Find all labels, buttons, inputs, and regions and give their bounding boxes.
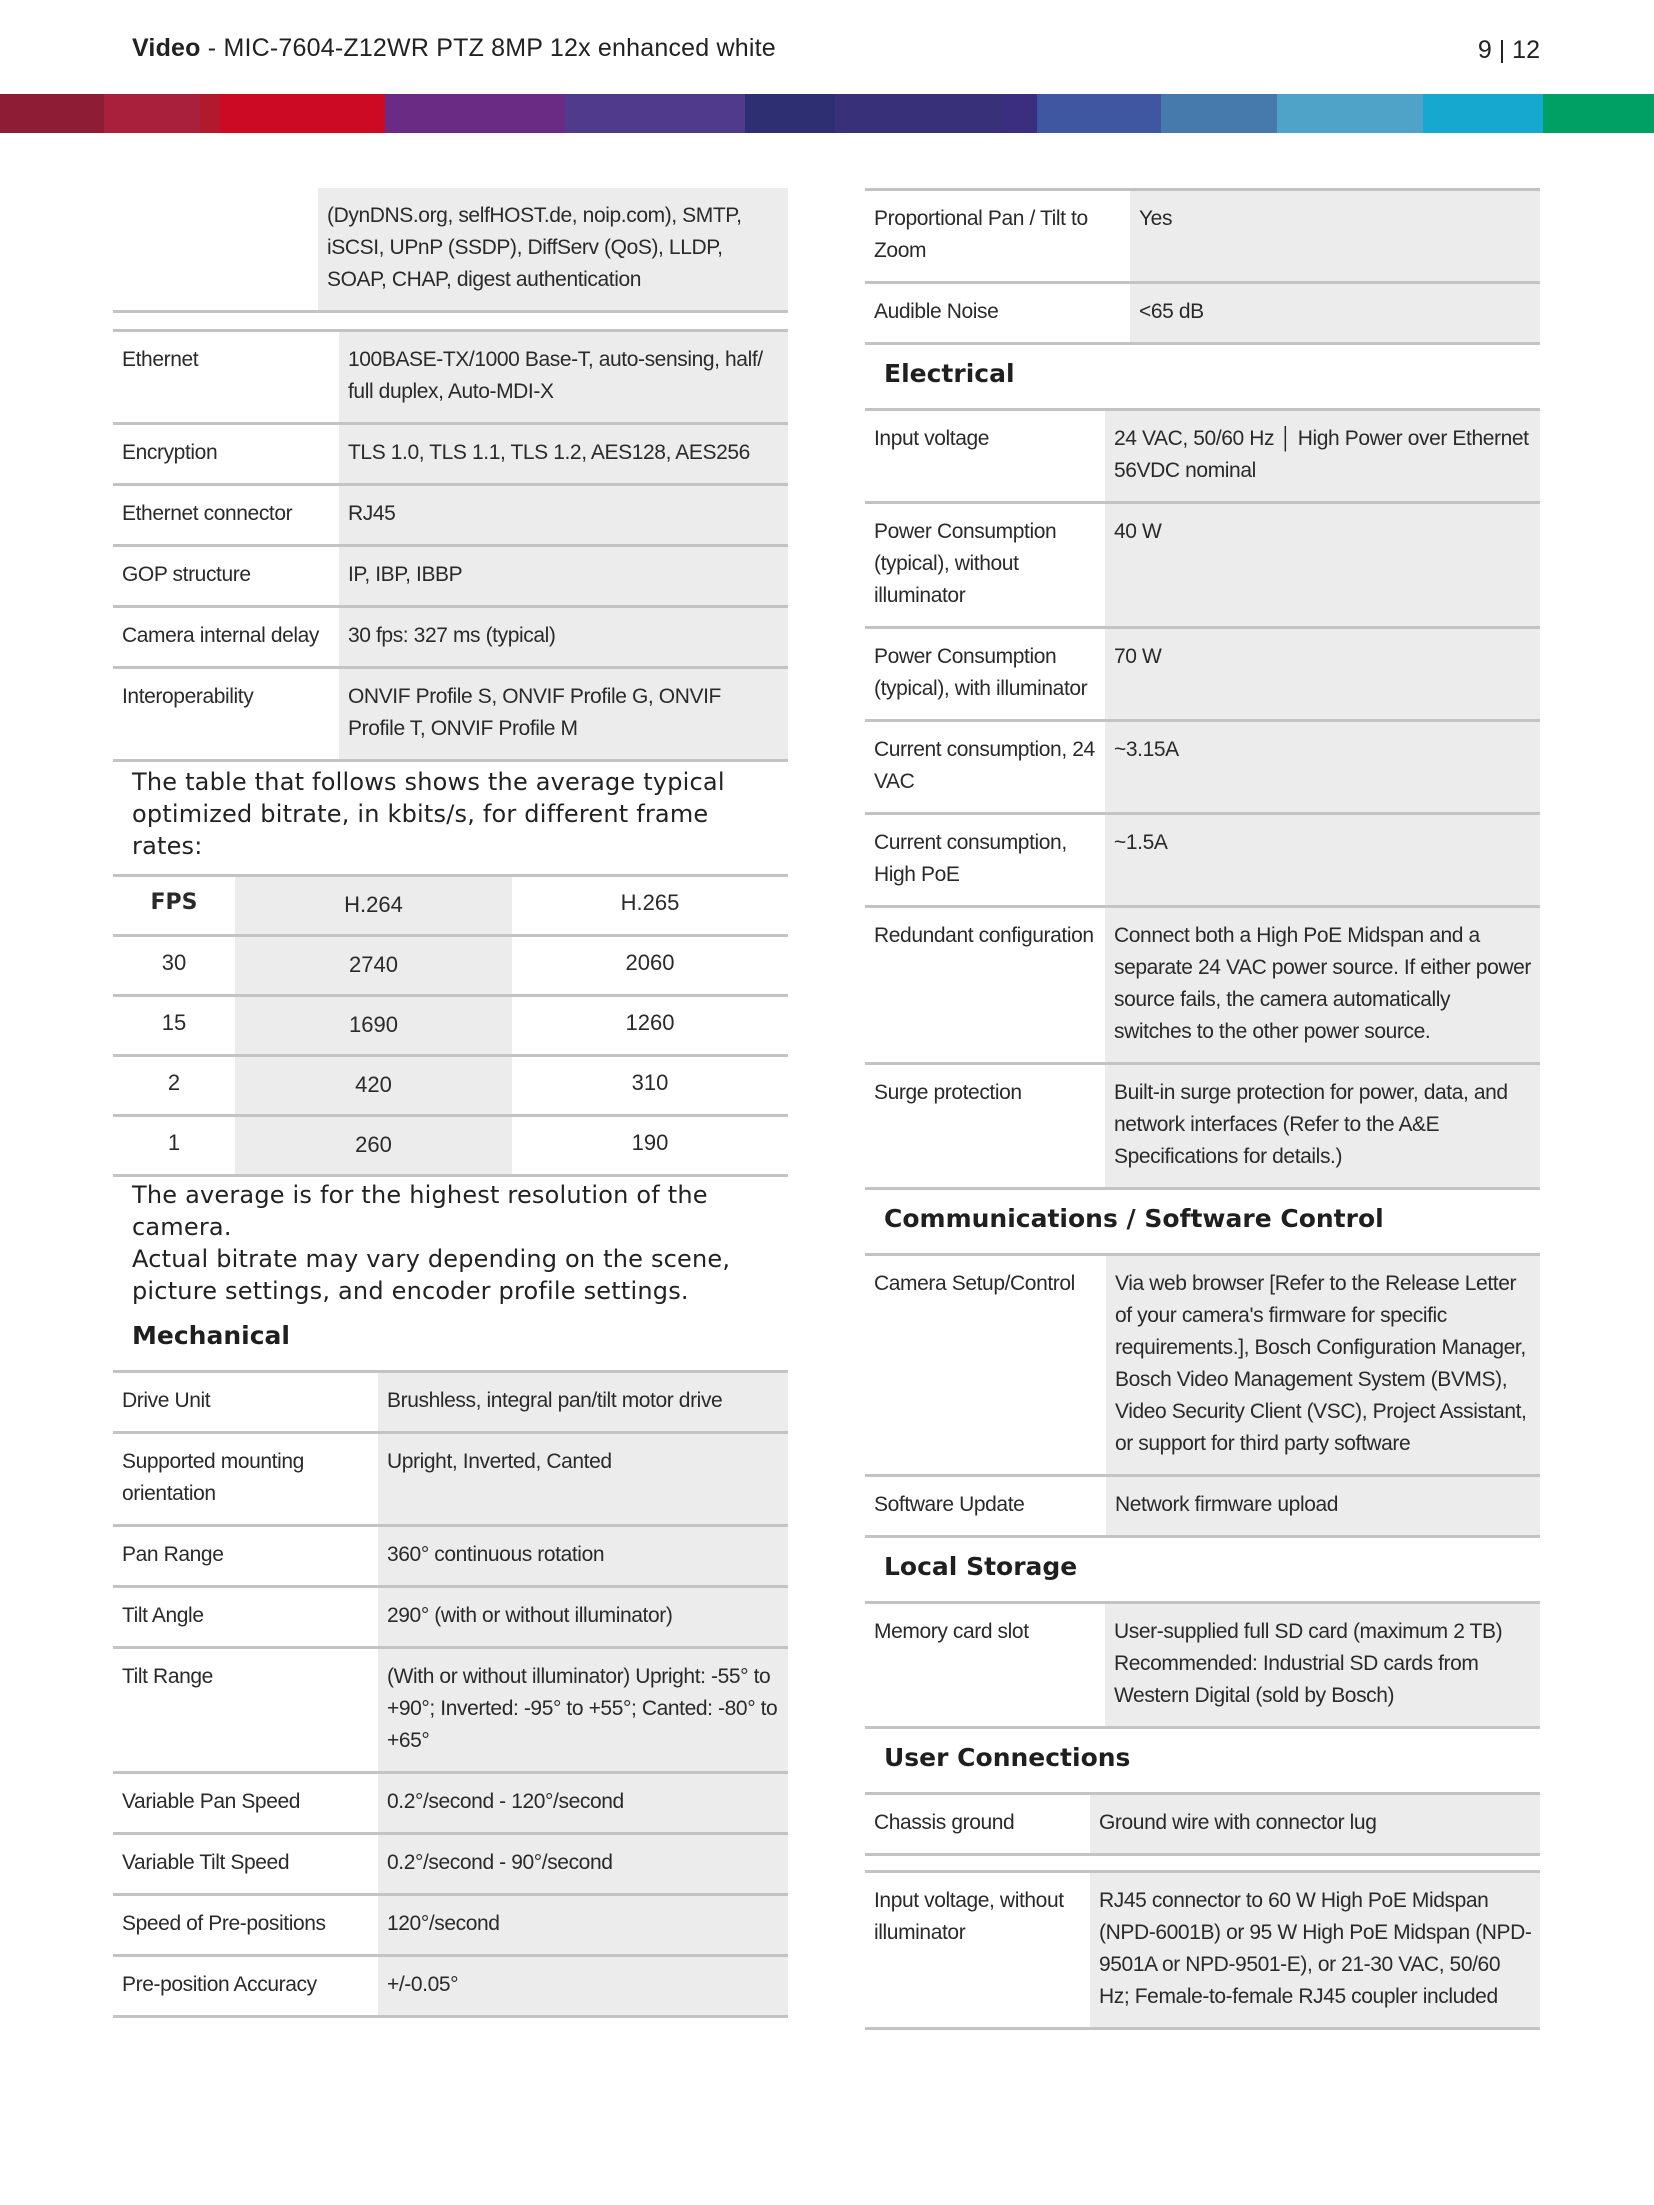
spec-value: ~3.15A — [1105, 721, 1540, 814]
spec-label: Pre-position Accuracy — [122, 1973, 317, 1996]
band-segment — [1277, 94, 1423, 133]
spec-value: RJ45 — [339, 485, 788, 546]
spec-value: Brushless, integral pan/tilt motor drive — [378, 1372, 788, 1433]
spec-label: Drive Unit — [122, 1389, 211, 1412]
table-row — [865, 1064, 1540, 1189]
table-row — [865, 721, 1540, 814]
spec-value: 0.2°/second - 120°/second — [378, 1773, 788, 1834]
spec-label: Encryption — [122, 441, 218, 464]
section-title-electrical: Electrical — [884, 359, 1015, 388]
spec-value: Network firmware upload — [1106, 1476, 1540, 1537]
network-continuation-table — [113, 188, 788, 313]
section-title-local-storage: Local Storage — [884, 1552, 1078, 1581]
bitrate-intro: The table that follows shows the average typical optimized bitrate, in kbits/s, for different frame rates: — [132, 768, 725, 860]
spec-label: Software Update — [874, 1493, 1025, 1516]
band-segment — [745, 94, 835, 133]
bitrate-table — [113, 874, 788, 1177]
header-product: MIC-7604-Z12WR PTZ 8MP 12x enhanced white — [223, 34, 776, 62]
network-spec-table — [113, 329, 788, 762]
spec-value: (DynDNS.org, selfHOST.de, noip.com), SMTP, iSCSI, UPnP (SSDP), DiffServ (QoS), LLDP, SOAP, CHAP, digest authentication — [318, 188, 788, 312]
spec-label: Variable Tilt Speed — [122, 1851, 290, 1874]
spec-label: Power Consumption (typical), without illuminator — [874, 520, 1057, 607]
storage-spec-table — [865, 1601, 1540, 1729]
spec-value: (With or without illuminator) Upright: -55° to +90°; Inverted: -95° to +55°; Canted: -80° to +65° — [378, 1648, 788, 1773]
table-row — [113, 1834, 788, 1895]
table-row — [113, 1587, 788, 1648]
bitrate-cell-h264: 260 — [235, 1116, 512, 1176]
table-row — [113, 1526, 788, 1587]
header-separator: - — [200, 34, 224, 62]
communications-spec-table — [865, 1253, 1540, 1538]
spec-value: 120°/second — [378, 1895, 788, 1956]
page-number: 9 | 12 — [1477, 36, 1540, 64]
spec-label: Pan Range — [122, 1543, 224, 1566]
table-row — [865, 628, 1540, 721]
band-segment — [385, 94, 565, 133]
spec-label: Speed of Pre-positions — [122, 1912, 326, 1935]
bitrate-header-row — [113, 876, 788, 936]
bitrate-cell-h265: 190 — [631, 1129, 669, 1155]
table-row — [113, 485, 788, 546]
table-row — [113, 424, 788, 485]
table-row — [113, 1648, 788, 1773]
spec-label: Audible Noise — [874, 300, 999, 323]
section-title-communications: Communications / Software Control — [884, 1204, 1384, 1233]
spec-value: 0.2°/second - 90°/second — [378, 1834, 788, 1895]
spec-value: TLS 1.0, TLS 1.1, TLS 1.2, AES128, AES256 — [339, 424, 788, 485]
spec-value: ONVIF Profile S, ONVIF Profile G, ONVIF Profile T, ONVIF Profile M — [339, 668, 788, 761]
table-row — [865, 503, 1540, 628]
bitrate-header-h265: H.265 — [620, 889, 680, 915]
spec-label: Input voltage — [874, 427, 990, 450]
table-row — [113, 607, 788, 668]
spec-label: Tilt Angle — [122, 1604, 204, 1627]
table-row — [865, 1794, 1540, 1855]
bitrate-note-1: The average is for the highest resolution of the camera. — [132, 1181, 708, 1241]
bitrate-row — [113, 996, 788, 1056]
spec-label: Proportional Pan / Tilt to Zoom — [874, 207, 1088, 262]
table-row — [113, 1372, 788, 1433]
mechanical-spec-table — [113, 1370, 788, 2018]
table-row — [865, 907, 1540, 1064]
spec-value: Connect both a High PoE Midspan and a separate 24 VAC power source. If either power source fails, the camera automatically switches to the other power source. — [1105, 907, 1540, 1064]
table-row — [113, 1956, 788, 2017]
spec-value: +/-0.05° — [378, 1956, 788, 2017]
bitrate-cell-fps: 2 — [167, 1069, 181, 1095]
spec-label: Redundant configuration — [874, 924, 1094, 947]
band-segment — [220, 94, 385, 133]
spec-value: 360° continuous rotation — [378, 1526, 788, 1587]
document-header — [132, 34, 776, 63]
table-row — [113, 188, 788, 312]
band-segment — [1037, 94, 1161, 133]
bitrate-cell-h265: 2060 — [625, 949, 675, 975]
spec-value: 100BASE-TX/1000 Base-T, auto-sensing, half/ full duplex, Auto-MDI-X — [339, 331, 788, 424]
bitrate-row — [113, 1116, 788, 1176]
bitrate-cell-h265: 310 — [631, 1069, 669, 1095]
spec-value: Built-in surge protection for power, data, and network interfaces (Refer to the A&E Specifications for details.) — [1105, 1064, 1540, 1189]
spec-label: Surge protection — [874, 1081, 1022, 1104]
table-row — [113, 1773, 788, 1834]
bitrate-cell-fps: 15 — [161, 1009, 187, 1035]
section-title-mechanical: Mechanical — [132, 1321, 290, 1350]
band-segment — [1543, 94, 1654, 133]
table-row — [113, 668, 788, 761]
bitrate-cell-fps: 30 — [161, 949, 187, 975]
table-row — [113, 546, 788, 607]
table-row — [865, 1872, 1540, 2029]
right-column — [865, 188, 1540, 2030]
bitrate-row — [113, 1056, 788, 1116]
spec-value: Ground wire with connector lug — [1090, 1794, 1540, 1855]
left-column — [113, 188, 788, 2018]
band-segment — [1005, 94, 1037, 133]
header-category: Video — [132, 34, 201, 62]
spec-label: Power Consumption (typical), with illuminator — [874, 645, 1088, 700]
spec-value: 70 W — [1105, 628, 1540, 721]
spec-label: Variable Pan Speed — [122, 1790, 301, 1813]
bitrate-cell-h264: 420 — [235, 1056, 512, 1116]
spec-label: Camera Setup/Control — [874, 1272, 1075, 1295]
connections-spec-table-2 — [865, 1870, 1540, 2030]
spec-value: User-supplied full SD card (maximum 2 TB) Recommended: Industrial SD cards from Western Digital (sold by Bosch) — [1105, 1603, 1540, 1728]
band-segment — [1423, 94, 1543, 133]
spec-value: ~1.5A — [1105, 814, 1540, 907]
spec-label: Input voltage, without illuminator — [874, 1889, 1064, 1944]
spec-value: IP, IBP, IBBP — [339, 546, 788, 607]
band-segment — [1161, 94, 1277, 133]
bitrate-header-h264: H.264 — [235, 876, 512, 936]
table-row — [113, 1895, 788, 1956]
table-row — [865, 814, 1540, 907]
bitrate-row — [113, 936, 788, 996]
table-row — [865, 190, 1540, 283]
spec-label: Tilt Range — [122, 1665, 213, 1688]
bitrate-note-2: Actual bitrate may vary depending on the scene, picture settings, and encoder profile settings. — [132, 1245, 731, 1305]
spec-value: <65 dB — [1130, 283, 1540, 344]
table-row — [865, 283, 1540, 344]
bitrate-cell-h265: 1260 — [625, 1009, 675, 1035]
spec-label: Camera internal delay — [122, 624, 320, 647]
spec-label: Supported mounting orientation — [122, 1450, 304, 1505]
spec-label: Memory card slot — [874, 1620, 1029, 1643]
band-segment — [565, 94, 745, 133]
bitrate-note — [113, 1177, 788, 1307]
section-title-user-connections: User Connections — [884, 1743, 1131, 1772]
spec-value: 40 W — [1105, 503, 1540, 628]
spec-label: Interoperability — [122, 685, 254, 708]
mechanical-cont-table — [865, 188, 1540, 345]
spec-label: Chassis ground — [874, 1811, 1015, 1834]
spec-value: Via web browser [Refer to the Release Letter of your camera's firmware for specific requirements.], Bosch Configuration Manager, Bosch Video Management System (BVMS), Video Security Client (VSC), Project Assistant, or support for third party software — [1106, 1255, 1540, 1476]
connections-spec-table — [865, 1792, 1540, 1856]
table-row — [865, 1255, 1540, 1476]
band-segment — [200, 94, 220, 133]
spec-value: 30 fps: 327 ms (typical) — [339, 607, 788, 668]
spec-label — [113, 188, 318, 312]
spec-value: 24 VAC, 50/60 Hz │ High Power over Ethernet 56VDC nominal — [1105, 410, 1540, 503]
spec-label: Ethernet — [122, 348, 199, 371]
spec-label: Current consumption, High PoE — [874, 831, 1067, 886]
spec-value: RJ45 connector to 60 W High PoE Midspan (NPD-6001B) or 95 W High PoE Midspan (NPD-9501A or NPD-9501-E), or 21-30 VAC, 50/60 Hz; Female-to-female RJ45 coupler included — [1090, 1872, 1540, 2029]
spec-value: Upright, Inverted, Canted — [378, 1433, 788, 1526]
spec-label: Current consumption, 24 VAC — [874, 738, 1095, 793]
table-row — [865, 410, 1540, 503]
bitrate-header-fps: FPS — [150, 890, 198, 915]
bitrate-cell-h264: 1690 — [235, 996, 512, 1056]
table-row — [113, 331, 788, 424]
spec-value: Yes — [1130, 190, 1540, 283]
band-segment — [835, 94, 1005, 133]
bitrate-cell-fps: 1 — [167, 1129, 181, 1155]
electrical-spec-table — [865, 408, 1540, 1190]
table-row — [865, 1603, 1540, 1728]
band-segment — [0, 94, 104, 133]
table-row — [865, 1476, 1540, 1537]
band-segment — [104, 94, 200, 133]
bitrate-cell-h264: 2740 — [235, 936, 512, 996]
spec-label: Ethernet connector — [122, 502, 293, 525]
spec-label: GOP structure — [122, 563, 251, 586]
table-row — [113, 1433, 788, 1526]
spec-value: 290° (with or without illuminator) — [378, 1587, 788, 1648]
brand-color-band — [0, 94, 1654, 133]
